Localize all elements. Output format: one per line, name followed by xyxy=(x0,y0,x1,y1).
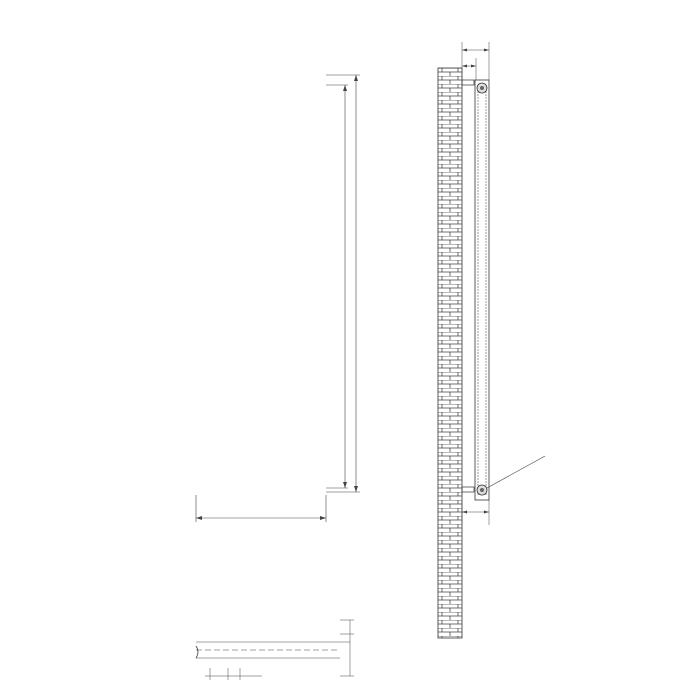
depth-dimension xyxy=(462,42,489,80)
width-dimension xyxy=(196,495,326,522)
top-view xyxy=(196,620,354,680)
side-view xyxy=(438,42,545,638)
bottom-bracket xyxy=(462,487,474,492)
front-view xyxy=(196,75,360,522)
top-bracket xyxy=(462,80,474,85)
radiator-side-profile xyxy=(475,80,489,500)
connection-leader xyxy=(487,456,545,488)
height-dimension xyxy=(326,75,360,492)
bottom-offset-dimension xyxy=(462,500,489,525)
brick-wall xyxy=(438,68,462,638)
